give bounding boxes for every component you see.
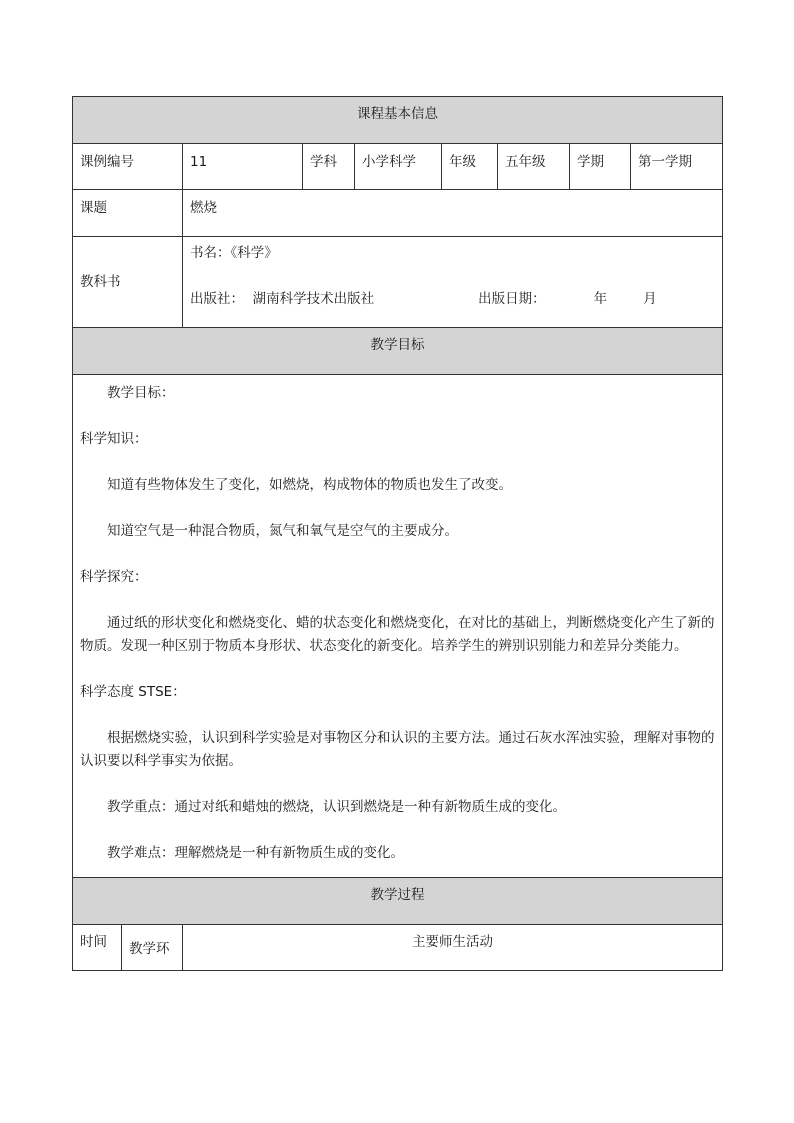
publish-month-label: 月 bbox=[643, 291, 657, 307]
knowledge-title: 科学知识： bbox=[80, 431, 148, 447]
section-header-process: 教学过程 bbox=[73, 878, 723, 925]
section-header-goals: 教学目标 bbox=[73, 328, 723, 375]
inquiry-title: 科学探究： bbox=[80, 569, 148, 585]
lesson-plan-document bbox=[72, 96, 722, 971]
goals-intro: 教学目标： bbox=[107, 385, 175, 401]
publisher-line bbox=[190, 289, 715, 309]
subject-value: 小学科学 bbox=[355, 144, 442, 190]
topic-label: 课题 bbox=[73, 190, 183, 237]
key-point: 教学重点：通过对纸和蜡烛的燃烧，认识到燃烧是一种有新物质生成的变化。 bbox=[107, 799, 566, 815]
term-label: 学期 bbox=[570, 144, 631, 190]
section-header-basic-info: 课程基本信息 bbox=[73, 97, 723, 144]
attitude-item-1: 根据燃烧实验，认识到科学实验是对事物区分和认识的主要方法。通过石灰水浑浊实验，理解对事物的认识要以科学事实为依据。 bbox=[80, 730, 715, 769]
publish-date-label: 出版日期： bbox=[478, 291, 546, 307]
textbook-info bbox=[183, 237, 723, 328]
book-name: 书名：《科学》 bbox=[190, 245, 278, 261]
stage-column-header: 教学环 bbox=[122, 925, 183, 971]
grade-value: 五年级 bbox=[498, 144, 570, 190]
attitude-title: 科学态度 STSE： bbox=[80, 684, 186, 700]
knowledge-item-1: 知道有些物体发生了变化，如燃烧，构成物体的物质也发生了改变。 bbox=[107, 477, 512, 493]
goals-content bbox=[73, 375, 723, 878]
publisher: 出版社： 湖南科学技术出版社 bbox=[190, 291, 375, 307]
lesson-id-value: 11 bbox=[183, 144, 303, 190]
time-column-header: 时间 bbox=[73, 925, 122, 971]
lesson-id-label: 课例编号 bbox=[73, 144, 183, 190]
subject-label: 学科 bbox=[303, 144, 355, 190]
difficulty: 教学难点：理解燃烧是一种有新物质生成的变化。 bbox=[107, 845, 404, 861]
textbook-label: 教科书 bbox=[73, 237, 183, 328]
knowledge-item-2: 知道空气是一种混合物质，氮气和氧气是空气的主要成分。 bbox=[107, 523, 458, 539]
term-value: 第一学期 bbox=[631, 144, 723, 190]
activity-column-header: 主要师生活动 bbox=[183, 925, 723, 971]
topic-value: 燃烧 bbox=[183, 190, 723, 237]
lesson-plan-table bbox=[72, 96, 723, 971]
grade-label: 年级 bbox=[442, 144, 498, 190]
publish-year-label: 年 bbox=[593, 291, 608, 307]
inquiry-item-1: 通过纸的形状变化和燃烧变化、蜡的状态变化和燃烧变化，在对比的基础上，判断燃烧变化产生了新的物质。发现一种区别于物质本身形状、状态变化的新变化。培养学生的辨别识别能力和差异分类能力。 bbox=[80, 615, 715, 654]
